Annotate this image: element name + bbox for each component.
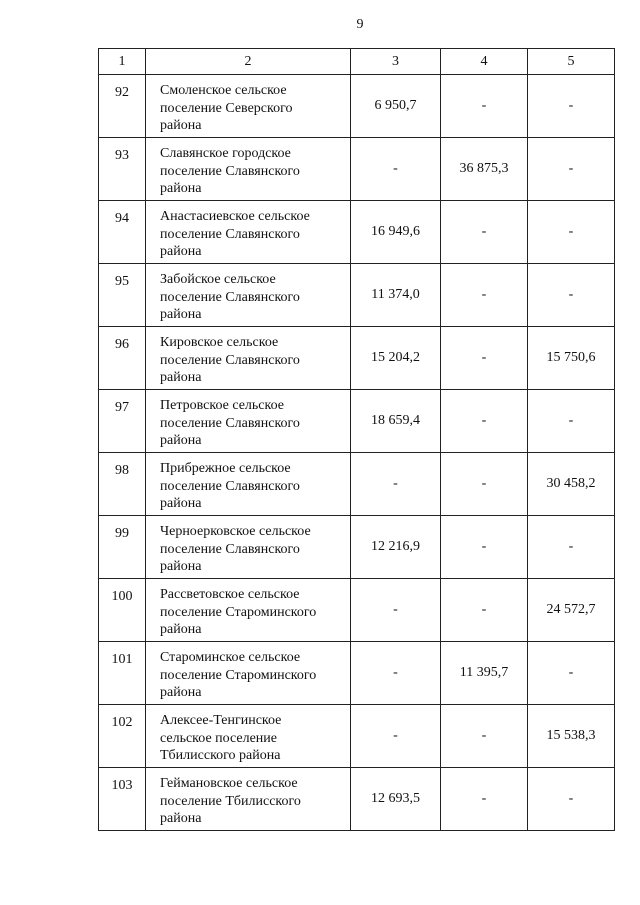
column-5-value: 15 538,3 xyxy=(528,705,615,768)
column-3-value: 16 949,6 xyxy=(351,201,441,264)
municipality-name-line: Геймановское сельское xyxy=(160,776,298,791)
column-4-value: 11 395,7 xyxy=(441,642,528,705)
row-number-cell: 103 xyxy=(99,768,146,831)
column-4-value: 36 875,3 xyxy=(441,138,528,201)
column-5-value: - xyxy=(528,642,615,705)
column-3-value: - xyxy=(351,138,441,201)
table-row xyxy=(99,768,615,831)
municipality-name-line: Смоленское сельское xyxy=(160,83,287,98)
municipality-name-line: района xyxy=(160,685,202,700)
municipality-name-cell xyxy=(146,75,351,138)
column-4-value: - xyxy=(441,264,528,327)
municipality-name-line: Алексее-Тенгинское xyxy=(160,713,282,728)
column-4-value: - xyxy=(441,516,528,579)
column-header: 2 xyxy=(146,49,351,75)
municipality-name-line: поселение Староминского xyxy=(160,667,317,683)
page-number: 9 xyxy=(356,17,364,32)
municipality-name-line: поселение Славянского xyxy=(160,415,300,431)
municipality-name-cell xyxy=(146,390,351,453)
column-5-value: - xyxy=(528,138,615,201)
row-number-cell: 93 xyxy=(99,138,146,201)
municipality-name-line: поселение Тбилисского xyxy=(160,793,301,809)
municipality-name-line: Тбилисского района xyxy=(160,748,281,763)
row-number-cell: 97 xyxy=(99,390,146,453)
municipality-name-cell xyxy=(146,264,351,327)
municipality-name-line: района xyxy=(160,307,202,322)
municipality-name-line: Черноерковское сельское xyxy=(160,524,311,539)
column-4-value: - xyxy=(441,453,528,516)
row-number-cell: 94 xyxy=(99,201,146,264)
column-5-value: - xyxy=(528,516,615,579)
column-5-value: - xyxy=(528,75,615,138)
row-number-cell: 98 xyxy=(99,453,146,516)
column-5-value: - xyxy=(528,264,615,327)
municipality-name-line: поселение Славянского xyxy=(160,541,300,557)
column-3-value: 6 950,7 xyxy=(351,75,441,138)
municipality-name-line: Славянское городское xyxy=(160,146,291,161)
row-number-cell: 100 xyxy=(99,579,146,642)
table-row xyxy=(99,705,615,768)
municipality-name-line: поселение Славянского xyxy=(160,289,300,305)
column-5-value: 24 572,7 xyxy=(528,579,615,642)
table-row xyxy=(99,642,615,705)
table-row xyxy=(99,201,615,264)
column-5-value: 30 458,2 xyxy=(528,453,615,516)
municipality-name-cell xyxy=(146,201,351,264)
municipality-name-line: района xyxy=(160,559,202,574)
column-5-value: - xyxy=(528,768,615,831)
table-header-row xyxy=(99,49,615,75)
column-3-value: - xyxy=(351,453,441,516)
municipality-name-line: района xyxy=(160,118,202,133)
row-number-cell: 92 xyxy=(99,75,146,138)
column-4-value: - xyxy=(441,201,528,264)
table-row xyxy=(99,516,615,579)
municipality-name-line: района xyxy=(160,244,202,259)
column-4-value: - xyxy=(441,705,528,768)
column-4-value: - xyxy=(441,75,528,138)
municipality-name-cell xyxy=(146,579,351,642)
municipality-name-line: Забойское сельское xyxy=(160,272,276,287)
column-4-value: - xyxy=(441,768,528,831)
municipality-name-line: района xyxy=(160,811,202,826)
row-number-cell: 101 xyxy=(99,642,146,705)
municipality-name-line: района xyxy=(160,181,202,196)
table-row xyxy=(99,390,615,453)
column-header: 1 xyxy=(99,49,146,75)
column-3-value: 15 204,2 xyxy=(351,327,441,390)
municipality-name-line: района xyxy=(160,496,202,511)
municipality-name-cell xyxy=(146,705,351,768)
column-header: 5 xyxy=(528,49,615,75)
table-row xyxy=(99,264,615,327)
table-row xyxy=(99,327,615,390)
row-number-cell: 102 xyxy=(99,705,146,768)
municipality-name-line: поселение Славянского xyxy=(160,226,300,242)
table-row xyxy=(99,579,615,642)
column-3-value: 12 216,9 xyxy=(351,516,441,579)
municipality-name-line: Староминское сельское xyxy=(160,650,301,665)
municipality-name-line: поселение Староминского xyxy=(160,604,317,620)
table-row xyxy=(99,453,615,516)
municipality-name-line: поселение Северского xyxy=(160,100,293,116)
municipality-name-line: района xyxy=(160,370,202,385)
column-3-value: - xyxy=(351,579,441,642)
column-4-value: - xyxy=(441,579,528,642)
column-5-value: 15 750,6 xyxy=(528,327,615,390)
column-5-value: - xyxy=(528,390,615,453)
municipality-name-cell xyxy=(146,642,351,705)
column-3-value: 11 374,0 xyxy=(351,264,441,327)
column-3-value: - xyxy=(351,642,441,705)
table-row xyxy=(99,75,615,138)
municipality-name-line: поселение Славянского xyxy=(160,478,300,494)
municipality-name-line: поселение Славянского xyxy=(160,352,300,368)
column-header: 4 xyxy=(441,49,528,75)
column-header: 3 xyxy=(351,49,441,75)
municipality-name-cell xyxy=(146,768,351,831)
municipality-name-cell xyxy=(146,138,351,201)
municipality-name-line: сельское поселение xyxy=(160,730,277,746)
row-number-cell: 96 xyxy=(99,327,146,390)
municipality-name-line: района xyxy=(160,433,202,448)
column-4-value: - xyxy=(441,327,528,390)
municipality-name-cell xyxy=(146,516,351,579)
row-number-cell: 99 xyxy=(99,516,146,579)
column-3-value: - xyxy=(351,705,441,768)
municipality-name-line: Анастасиевское сельское xyxy=(160,209,310,224)
municipality-name-line: Кировское сельское xyxy=(160,335,279,350)
row-number-cell: 95 xyxy=(99,264,146,327)
municipality-name-line: Прибрежное сельское xyxy=(160,461,291,476)
municipality-name-line: поселение Славянского xyxy=(160,163,300,179)
municipality-name-line: Петровское сельское xyxy=(160,398,284,413)
municipality-name-line: района xyxy=(160,622,202,637)
table-row xyxy=(99,138,615,201)
column-4-value: - xyxy=(441,390,528,453)
municipality-name-cell xyxy=(146,453,351,516)
data-table xyxy=(98,48,615,831)
column-3-value: 12 693,5 xyxy=(351,768,441,831)
column-3-value: 18 659,4 xyxy=(351,390,441,453)
municipality-name-cell xyxy=(146,327,351,390)
column-5-value: - xyxy=(528,201,615,264)
municipality-name-line: Рассветовское сельское xyxy=(160,587,300,602)
